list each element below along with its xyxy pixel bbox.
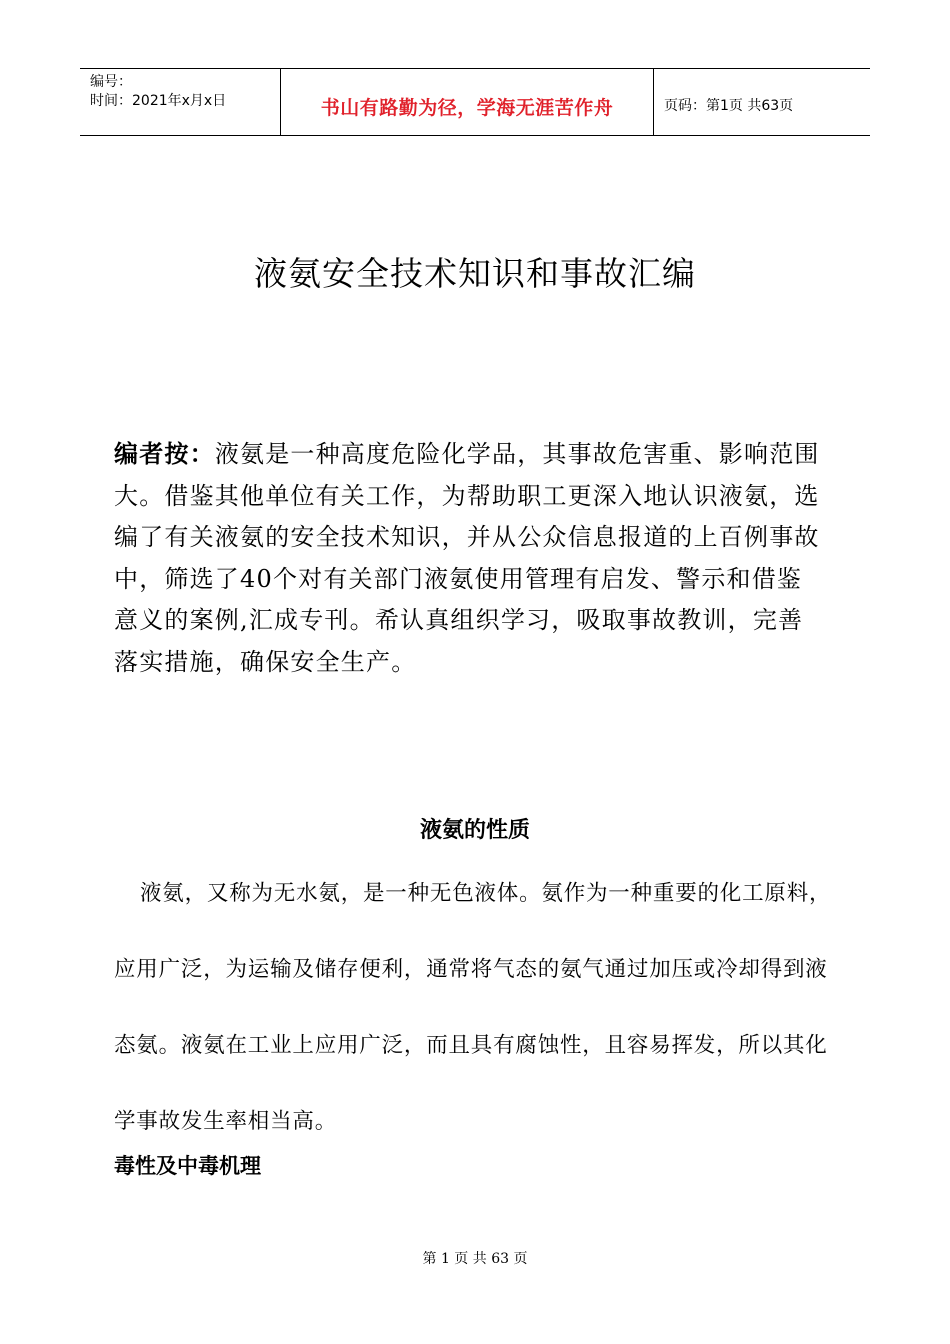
header-motto: 书山有路勤为径，学海无涯苦作舟 [320, 96, 614, 119]
body-paragraph [114, 856, 838, 1160]
header-motto-cell [281, 69, 654, 135]
body-line: 学事故发生率相当高。 [114, 1109, 338, 1134]
editor-note [114, 434, 834, 683]
header-page-cell [654, 69, 870, 135]
header-page-info: 页码：第1页 共63页 [664, 98, 794, 114]
page-footer: 第 1 页 共 63 页 [422, 1251, 528, 1267]
page-header [80, 68, 870, 136]
document-title: 液氨安全技术知识和事故汇编 [254, 254, 696, 293]
document-number-label: 编号： [90, 74, 132, 90]
editor-note-label: 编者按： [114, 440, 215, 468]
editor-note-line: 落实措施，确保安全生产。 [114, 647, 417, 676]
body-line: 态氨。液氨在工业上应用广泛，而且具有腐蚀性，且容易挥发，所以其化 [114, 1033, 828, 1058]
subheading: 毒性及中毒机理 [114, 1154, 261, 1178]
editor-note-line: 中，筛选了40个对有关部门液氨使用管理有启发、警示和借鉴 [114, 564, 803, 593]
header-meta-cell [80, 69, 281, 135]
section-title: 液氨的性质 [419, 818, 530, 843]
editor-note-line: 编了有关液氨的安全技术知识，并从公众信息报道的上百例事故 [114, 523, 820, 551]
editor-note-line: 大。借鉴其他单位有关工作，为帮助职工更深入地认识液氨，选 [114, 481, 820, 510]
body-line: 液氨，又称为无水氨，是一种无色液体。氨作为一种重要的化工原料， [140, 881, 832, 906]
editor-note-line [114, 434, 834, 476]
document-date-label: 时间：2021年x月x日 [90, 93, 227, 109]
body-line: 应用广泛，为运输及储存便利，通常将气态的氨气通过加压或冷却得到液 [114, 957, 828, 982]
editor-note-line: 意义的案例,汇成专刊。希认真组织学习，吸取事故教训，完善 [114, 606, 804, 634]
editor-note-text: 液氨是一种高度危险化学品，其事故危害重、影响范围 [214, 440, 820, 468]
